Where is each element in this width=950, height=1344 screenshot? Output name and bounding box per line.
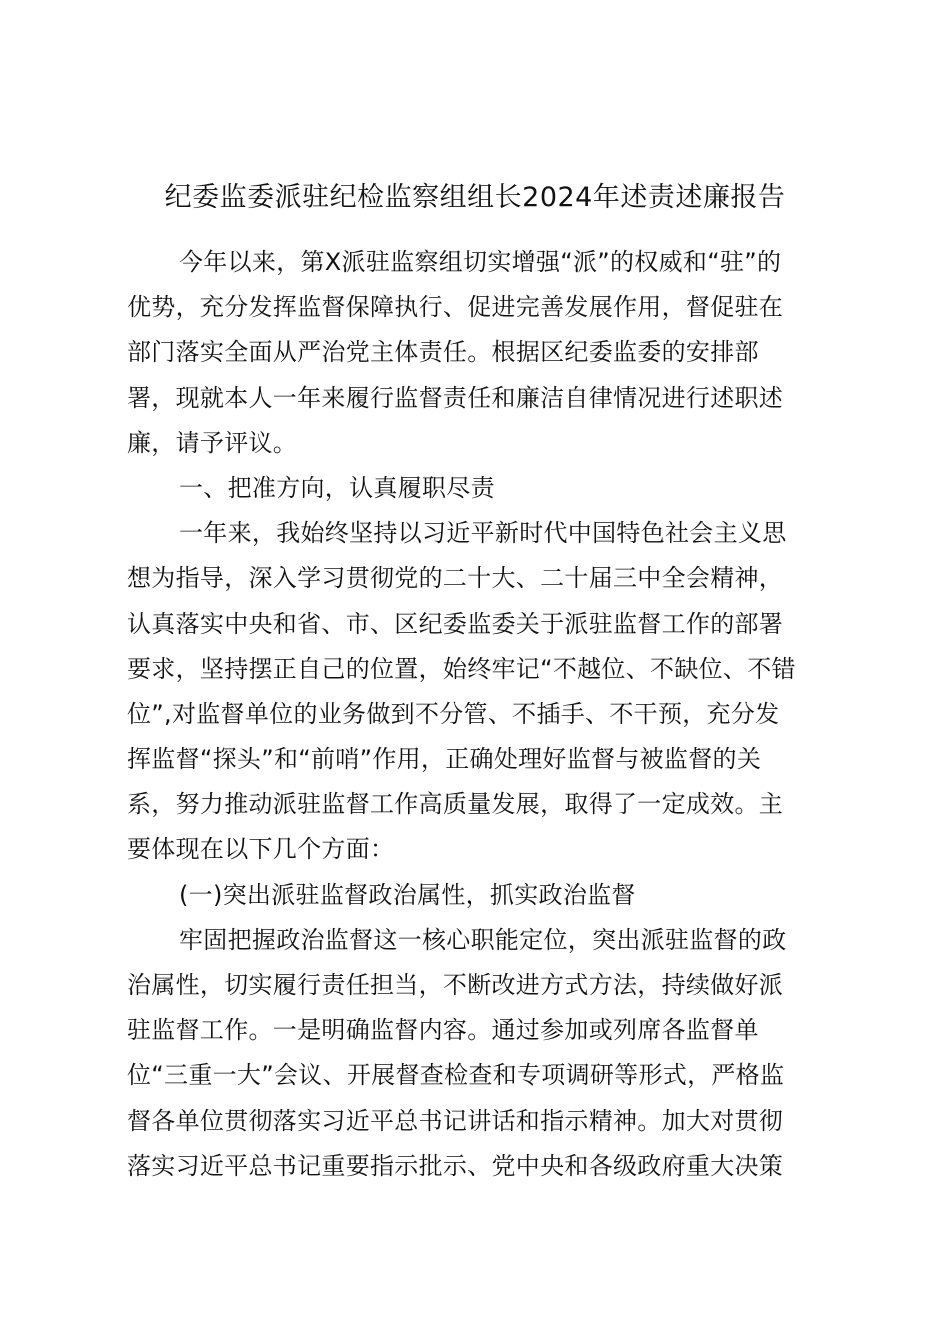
paragraph-line: 驻监督工作。一是明确监督内容。通过参加或列席各监督单 [127, 1016, 759, 1045]
paragraph-line: 牢固把握政治监督这一核心职能定位，突出派驻监督的政 [179, 925, 787, 954]
paragraph-line: 要求，坚持摆正自己的位置，始终牢记“不越位、不缺位、不错 [127, 654, 796, 683]
paragraph-line: 部门落实全面从严治党主体责任。根据区纪委监委的安排部 [127, 338, 759, 367]
paragraph-line: 认真落实中央和省、市、区纪委监委关于派驻监督工作的部署 [127, 609, 784, 638]
paragraph-line: 位”,对监督单位的业务做到不分管、不插手、不干预，充分发 [127, 699, 780, 728]
paragraph-line: 挥监督“探头”和“前哨”作用，正确处理好监督与被监督的关 [127, 745, 762, 774]
paragraph-line: 廉，请予评议。 [127, 428, 298, 457]
subsection-heading: (一)突出派驻监督政治属性，抓实政治监督 [179, 880, 636, 909]
paragraph-line: 今年以来，第X派驻监察组切实增强“派”的权威和“驻”的 [179, 248, 782, 276]
document-body [127, 240, 827, 1189]
paragraph-line: 署，现就本人一年来履行监督责任和廉洁自律情况进行述职述 [127, 383, 784, 412]
document-title: 纪委监委派驻纪检监察组组长2024年述责述廉报告 [164, 182, 786, 213]
paragraph-line: 一年来，我始终坚持以习近平新时代中国特色社会主义思 [179, 519, 787, 548]
paragraph-line: 系，努力推动派驻监督工作高质量发展，取得了一定成效。主 [127, 790, 784, 819]
paragraph-line: 要体现在以下几个方面： [127, 835, 395, 864]
paragraph-line: 优势，充分发挥监督保障执行、促进完善发展作用，督促驻在 [127, 293, 784, 322]
paragraph-line: 督各单位贯彻落实习近平总书记讲话和指示精神。加大对贯彻 [127, 1106, 784, 1135]
paragraph-line: 落实习近平总书记重要指示批示、党中央和各级政府重大决策 [127, 1151, 784, 1180]
paragraph-line: 想为指导，深入学习贯彻党的二十大、二十届三中全会精神， [127, 564, 784, 593]
paragraph-line: 位“三重一大”会议、开展督查检查和专项调研等形式，严格监 [127, 1061, 785, 1090]
section-heading: 一、把准方向，认真履职尽责 [179, 473, 495, 502]
paragraph-line: 治属性，切实履行责任担当，不断改进方式方法，持续做好派 [127, 971, 784, 999]
